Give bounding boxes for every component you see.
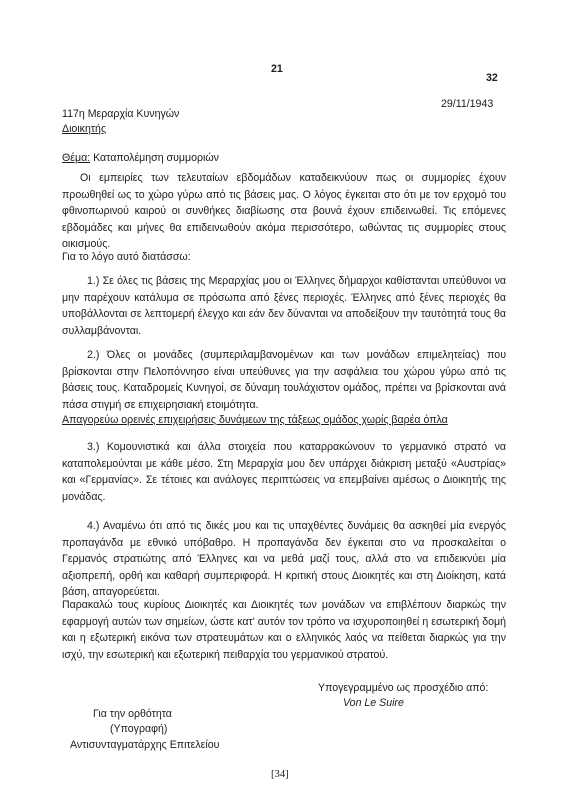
point-1: 1.) Σε όλες τις βάσεις της Μεραρχίας μου οι Έλληνες δήμαρχοι καθίστανται υπεύθυνοι να μην παρέχουν κατάλυμα σε πρόσωπα από ξένες περιοχές. Έλληνες από ξένες περιοχές θα υποβάλλονται σε λεπτομερή έλεγχο και εάν δεν δύνανται να αποδείξουν την ταυτότητά τους θα συλλαμβάνονται. [62, 275, 506, 337]
closing-paragraph: Παρακαλώ τους κυρίους Διοικητές και Διοικητές των μονάδων να επιβλέπουν διαρκώς την εφαρμογή αυτών των σημείων, ώστε κατ' αυτόν τον τρόπο να ισχυροποιηθεί η εσωτερική δομή και η εξωτερική εικόνα των στρατευμάτων και ο ελληνικός λαός να πείθεται διαρκώς για την ισχύ, την εσωτερική και εξωτερική πειθαρχία του γερμανικού στρατού. [62, 599, 506, 661]
prohibition-line: Απαγορεύω ορεινές επιχειρήσεις δυνάμεων της τάξεως ομάδος χωρίς βαρέα όπλα [62, 414, 448, 426]
signer-name: Von Le Suire [343, 697, 404, 709]
subject-line [62, 150, 219, 167]
order-intro: Για το λόγο αυτό διατάσσω: [62, 251, 191, 263]
document-number: 32 [486, 72, 498, 84]
subject-text: Καταπολέμηση συμμοριών [93, 152, 219, 164]
intro-paragraph: Οι εμπειρίες των τελευταίων εβδομάδων καταδεικνύουν πως οι συμμορίες έχουν προωθηθεί ως το χώρο γύρω από τις βάσεις μας. Ο λόγος έγκειται στο ότι με τον ερχομό του φθινοπωρινού καιρού οι συνθήκες διαβίωσης στα βουνά έχουν επιδεινωθεί. Τις επόμενες εβδομάδες και μήνες θα επιδεινωθούν ακόμα περισσότερο, ωθώντας τις συμμορίες στους οικισμούς. [62, 172, 506, 250]
certifier-rank: Αντισυνταγματάρχης Επιτελείου [70, 739, 220, 751]
point-4: 4.) Αναμένω ότι από τις δικές μου και τις υπαχθέντες δυνάμεις θα ασκηθεί μία ενεργός προπαγάνδα με εθνικό υπόβαθρο. Η προπαγάνδα δεν έγκειται στο να προσκαλείται ο Γερμανός στρατιώτης από Έλληνες και να μεθά μαζί τους, αλλά στο να επιδεικνύει μία αξιοπρεπή, ορθή και καθαρή συμπεριφορά. Η κριτική στους Διοικητές και στη Διοίκηση, κατά βάση, απαγορεύεται. [62, 520, 506, 598]
page-number-top: 21 [271, 63, 283, 75]
point-2: 2.) Όλες οι μονάδες (συμπεριλαμβανομένων και των μονάδων επιμελητείας) που βρίσκονται στην Πελοπόννησο είναι υπεύθυνες για την ασφάλεια του χώρου γύρω από τις βάσεις τους. Καταδρομείς Κυνηγοί, σε δύναμη τουλάχιστον ομάδος, πρέπει να βρίσκονται ανά πάσα στιγμή σε επιχειρησιακή ετοιμότητα. [62, 349, 506, 411]
document-date: 29/11/1943 [441, 98, 494, 110]
unit-name: 117η Μεραρχία Κυνηγών [62, 108, 180, 120]
signed-label: Υπογεγραμμένο ως προσχέδιο από: [318, 682, 489, 694]
subject-label: Θέμα: [62, 152, 91, 164]
point-3: 3.) Κομουνιστικά και άλλα στοιχεία που καταρρακώνουν το γερμανικό στρατό να καταπολεμούνται με κάθε μέσο. Στη Μεραρχία μου δεν υπάρχει διάκριση μεταξύ «Αυστρίας» και «Γερμανίας». Σε τέτοιες και ανάλογες περιπτώσεις να επεμβαίνει αμέσως ο Διοικητής της μονάδας. [62, 441, 506, 503]
certified-label: Για την ορθότητα [93, 708, 172, 720]
unit-role: Διοικητής [62, 123, 107, 135]
signature-note: (Υπογραφή) [110, 723, 168, 735]
footer-page-number: [34] [271, 769, 289, 780]
